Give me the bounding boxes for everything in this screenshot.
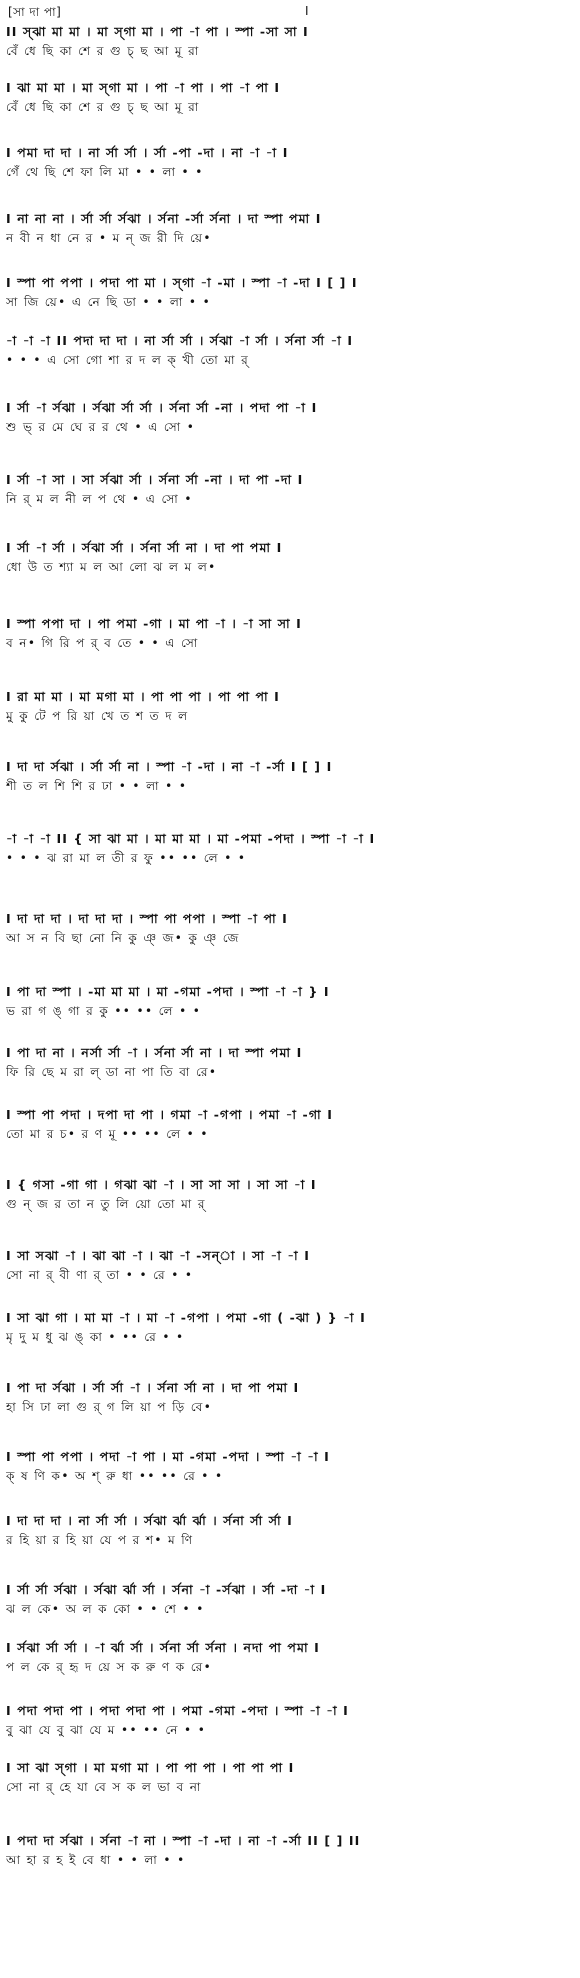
notation-row [0,203,580,255]
swara-line: I পা দা র্সঝা । র্সা র্সা -া । র্সনা র্সা না । দা পা পমা I [6,1380,300,1395]
notation-row [0,1037,580,1089]
notation-row [0,1169,580,1221]
swara-line: II স্ঝা মা মা । মা স্গা মা । পা -া পা । স্পা -সা সা I [6,24,309,39]
swara-line: I র্সঝা র্সা র্সা । -া র্ঝা র্সা । র্সনা র্সা র্সনা । নদা পা পমা I [6,1640,320,1655]
notation-row [0,532,580,584]
lyrics-line: • • • ঝ রা মা ল তী র ফু •• •• লে • • [6,851,247,865]
swara-line: I স্পা পা পপা । পদা -া পা । মা -গমা -পদা । স্পা -া -া I [6,1449,330,1464]
swara-line: -া -া -া II { সা ঝা মা । মা মা মা । মা -পমা -পদা । স্পা -া -া I [6,831,376,846]
lyrics-line: সা জি য়ে• এ নে ছি ডা • • লা • • [6,295,212,309]
lyrics-line: বেঁ ধে ছি কা শে র গু চ্ ছ আ মূ রা [6,44,200,58]
notation-row [0,681,580,733]
lyrics-line: বু ঝা যে বু ঝা যে ম •• •• নে • • [6,1723,207,1737]
swara-line: I পমা দা দা । না র্সা র্সা । র্সা -পা -দা । না -া -া I [6,145,289,160]
notation-row [0,137,580,189]
lyrics-line: আ স ন বি ছা নো নি কু ঞ্ জ• কু ঞ্ জে [6,931,240,945]
swara-line: I সা ঝা গা । মা মা -া । মা -া -গপা । পমা -গা ( -ঝা ) } -া I [6,1310,366,1325]
swara-line: I স্পা পপা দা । পা পমা -গা । মা পা -া । -া সা সা I [6,616,302,631]
notation-row [0,1099,580,1151]
lyrics-line: ঝ ল কে• অ ল ক কো • • শে • • [6,1602,205,1616]
swara-line: I সা ঝা স্গা । মা মগা মা । পা পা পা । পা পা পা I [6,1760,295,1775]
swara-line: -া -া -া II পদা দা দা । না র্সা র্সা । র্সঝা -া র্সা । র্সনা র্সা -া I [6,333,354,348]
lyrics-line: গু ন্ জ র তা ন তু লি য়ো তো মা র্ [6,1197,206,1211]
notation-row [0,16,580,68]
lyrics-line: নি র্ ম ল নী ল প থে • এ সো • [6,492,193,506]
notation-row [0,72,580,124]
swara-line: I পা দা না । নর্সা র্সা -া । র্সনা র্সা না । দা স্পা পমা I [6,1045,303,1060]
lyrics-line: তো মা র চ• র ণ মূ •• •• লে • • [6,1127,209,1141]
notation-row [0,1372,580,1424]
swara-line: I দা দা র্সঝা । র্সা র্সা না । স্পা -া -দা । না -া -র্সা I [ ] I [6,759,333,774]
lyrics-line: ক্ ষ ণি ক• অ শ্ রু ধা •• •• রে • • [6,1469,224,1483]
lyrics-line: • • • এ সো গো শা র দ ল ক্ খী তো মা র্ [6,353,250,367]
swara-line: I স্পা পা পদা । দপা দা পা । গমা -া -গপা । পমা -া -গা I [6,1107,333,1122]
swara-line: I ঝা মা মা । মা স্গা মা । পা -া পা । পা -া পা I [6,80,281,95]
notation-row [0,1574,580,1626]
swara-line: I র্সা -া সা । সা র্সঝা র্সা । র্সনা র্সা -না । দা পা -দা I [6,472,304,487]
swara-line: I দা দা দা । না র্সা র্সা । র্সঝা র্ঝা র্ঝা । র্সনা র্সা র্সা I [6,1513,293,1528]
lyrics-line: বেঁ ধে ছি কা শে র গু চ্ ছ আ মূ রা [6,100,200,114]
notation-row [0,903,580,955]
notation-row [0,392,580,444]
swara-line: I পদা পদা পা । পদা পদা পা । পমা -গমা -পদা । স্পা -া -া I [6,1703,349,1718]
swara-line: I সা সঝা -া । ঝা ঝা -া । ঝা -া -সন্া । সা -া -া I [6,1248,310,1263]
swara-line: I স্পা পা পপা । পদা পা মা । স্গা -া -মা । স্পা -া -দা I [ ] I [6,275,358,290]
notation-row [0,1632,580,1684]
swara-line: I র্সা -া র্সঝা । র্সঝা র্সা র্সা । র্সনা র্সা -না । পদা পা -া I [6,400,318,415]
lyrics-line: ব ন• গি রি প র্ ব তে • • এ সো [6,636,199,650]
notation-row [0,267,580,319]
lyrics-line: ধো উ ত শ্যা ম ল আ লো ঝ ল ম ল• [6,560,217,574]
lyrics-line: ভ রা গ ঙ্ গা র কু •• •• লে • • [6,1004,202,1018]
lyrics-line: র হি য়া র হি য়া যে প র শ• ম ণি [6,1533,194,1547]
swara-line: I { গসা -গা গা । গঝা ঝা -া । সা সা সা । সা সা -া I [6,1177,317,1192]
lyrics-line: ফি রি ছে ম রা ল্ ডা না পা তি বা রে• [6,1065,218,1079]
notation-row [0,464,580,516]
lyrics-line: ন বী ন ধা নে র • ম ন্ জ রী দি য়ে• [6,231,212,245]
swara-line: I পদা দা র্সঝা । র্সনা -া না । স্পা -া -দা । না -া -র্সা II [ ] II [6,1833,361,1848]
lyrics-line: গেঁ থে ছি শে ফা লি মা • • লা • • [6,165,204,179]
notation-row [0,325,580,377]
swara-line: I র্সা র্সা র্সঝা । র্সঝা র্ঝা র্সা । র্সনা -া -র্সঝা । র্সা -দা -া I [6,1582,327,1597]
lyrics-line: শু ভ্ র মে ঘে র র থে • এ সো • [6,420,196,434]
swara-line: I দা দা দা । দা দা দা । স্পা পা পপা । স্পা -া পা I [6,911,288,926]
lyrics-line: মৃ দু ম ধু ঝ ঙ্ কা • •• রে • • [6,1330,185,1344]
notation-row [0,1825,580,1877]
notation-header: [সা দা পা] [8,5,62,19]
lyrics-line: সো না র্ হে যা বে স ক ল ভা ব না [6,1780,202,1794]
notation-row [0,1240,580,1292]
lyrics-line: সো না র্ বী ণা র্ তা • • রে • • [6,1268,194,1282]
notation-row [0,1302,580,1354]
notation-row [0,751,580,803]
lyrics-line: হা সি ঢা লা গু র্ গ লি য়া প ড়ি বে• [6,1400,213,1414]
notation-row [0,976,580,1028]
swara-line: I র্সা -া র্সা । র্সঝা র্সা । র্সনা র্সা না । দা পা পমা I [6,540,283,555]
lyrics-line: আ হা র হ ই বে ধা • • লা • • [6,1853,186,1867]
notation-row [0,1505,580,1557]
notation-row [0,1695,580,1747]
lyrics-line: প ল কে র্ হৃ দ য়ে স ক রু ণ ক রে• [6,1660,213,1674]
swara-line: I পা দা স্পা । -মা মা মা । মা -গমা -পদা । স্পা -া -া } I [6,984,330,999]
notation-row [0,1752,580,1804]
lyrics-line: শী ত ল শি শি র ঢা • • লা • • [6,779,188,793]
swara-line: I রা মা মা । মা মগা মা । পা পা পা । পা পা পা I [6,689,280,704]
notation-row [0,608,580,660]
lyrics-line: মু কু টে প রি য়া খে ত শ ত দ ল [6,709,189,723]
notation-row [0,1441,580,1493]
notation-row [0,823,580,875]
header-bar-mark: I [305,4,309,18]
swara-line: I না না না । র্সা র্সা র্সঝা । র্সনা -র্সা র্সনা । দা স্পা পমা I [6,211,322,226]
